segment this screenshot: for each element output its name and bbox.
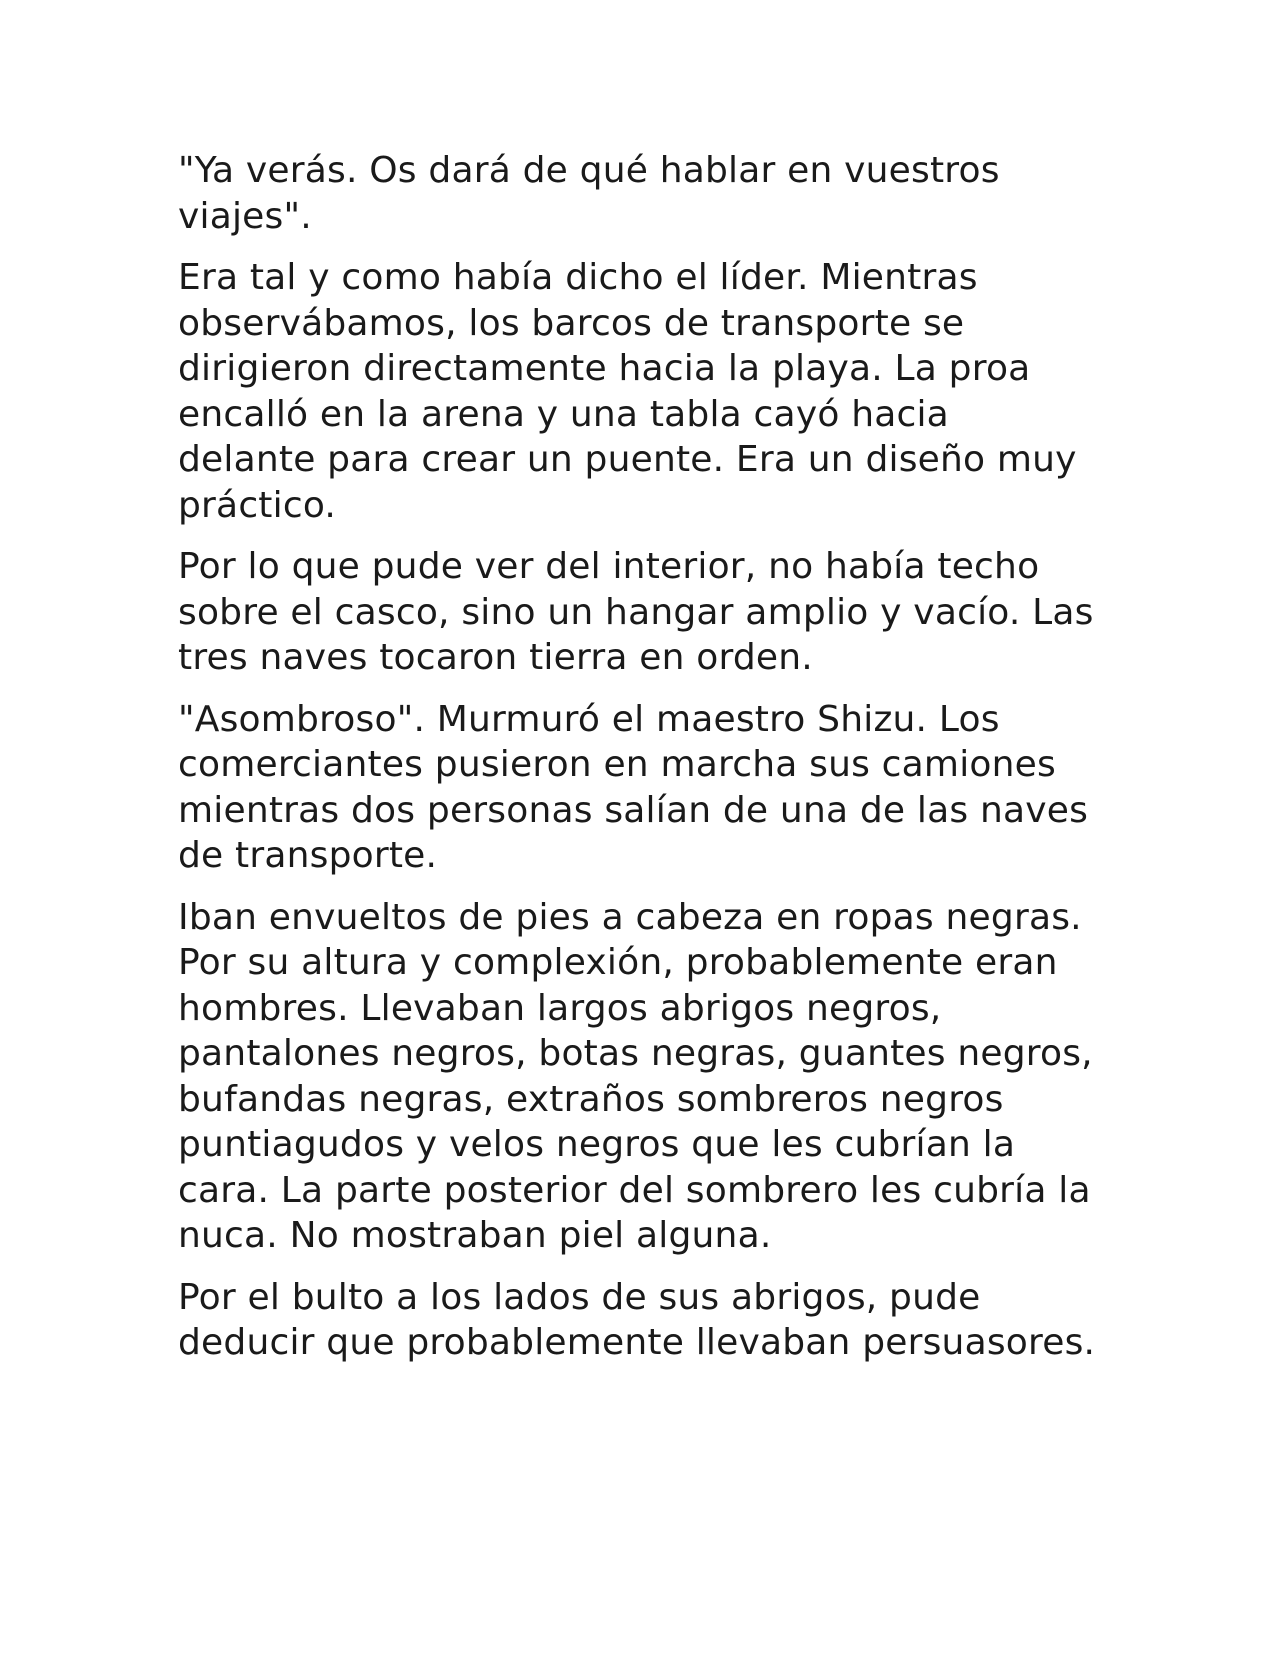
- paragraph-6: Por el bulto a los lados de sus abrigos, pude deducir que probablemente llevaban persuasores.: [178, 1276, 1096, 1363]
- paragraph-4: "Asombroso". Murmuró el maestro Shizu. Los comerciantes pusieron en marcha sus camiones mientras dos personas salían de una de las naves de transporte.: [178, 698, 1089, 876]
- paragraph-1: "Ya verás. Os dará de qué hablar en vuestros viajes".: [178, 150, 1000, 237]
- paragraph-3: Por lo que pude ver del interior, no había techo sobre el casco, sino un hangar amplio y vacío. Las tres naves tocaron tierra en orden.: [178, 546, 1094, 678]
- paragraph-2: Era tal y como había dicho el líder. Mientras observábamos, los barcos de transporte se dirigieron directamente hacia la playa. La proa encalló en la arena y una tabla cayó hacia delante para crear un puente. Era un diseño muy práctico.: [178, 257, 1077, 526]
- paragraph-5: Iban envueltos de pies a cabeza en ropas negras. Por su altura y complexión, probablemente eran hombres. Llevaban largos abrigos negros, pantalones negros, botas negras, guantes negros, bufandas negras, extraños sombreros negros puntiagudos y velos negros que les cubrían la cara. La parte posterior del sombrero les cubría la nuca. No mostraban piel alguna.: [178, 896, 1093, 1256]
- document-page: [178, 148, 1098, 1382]
